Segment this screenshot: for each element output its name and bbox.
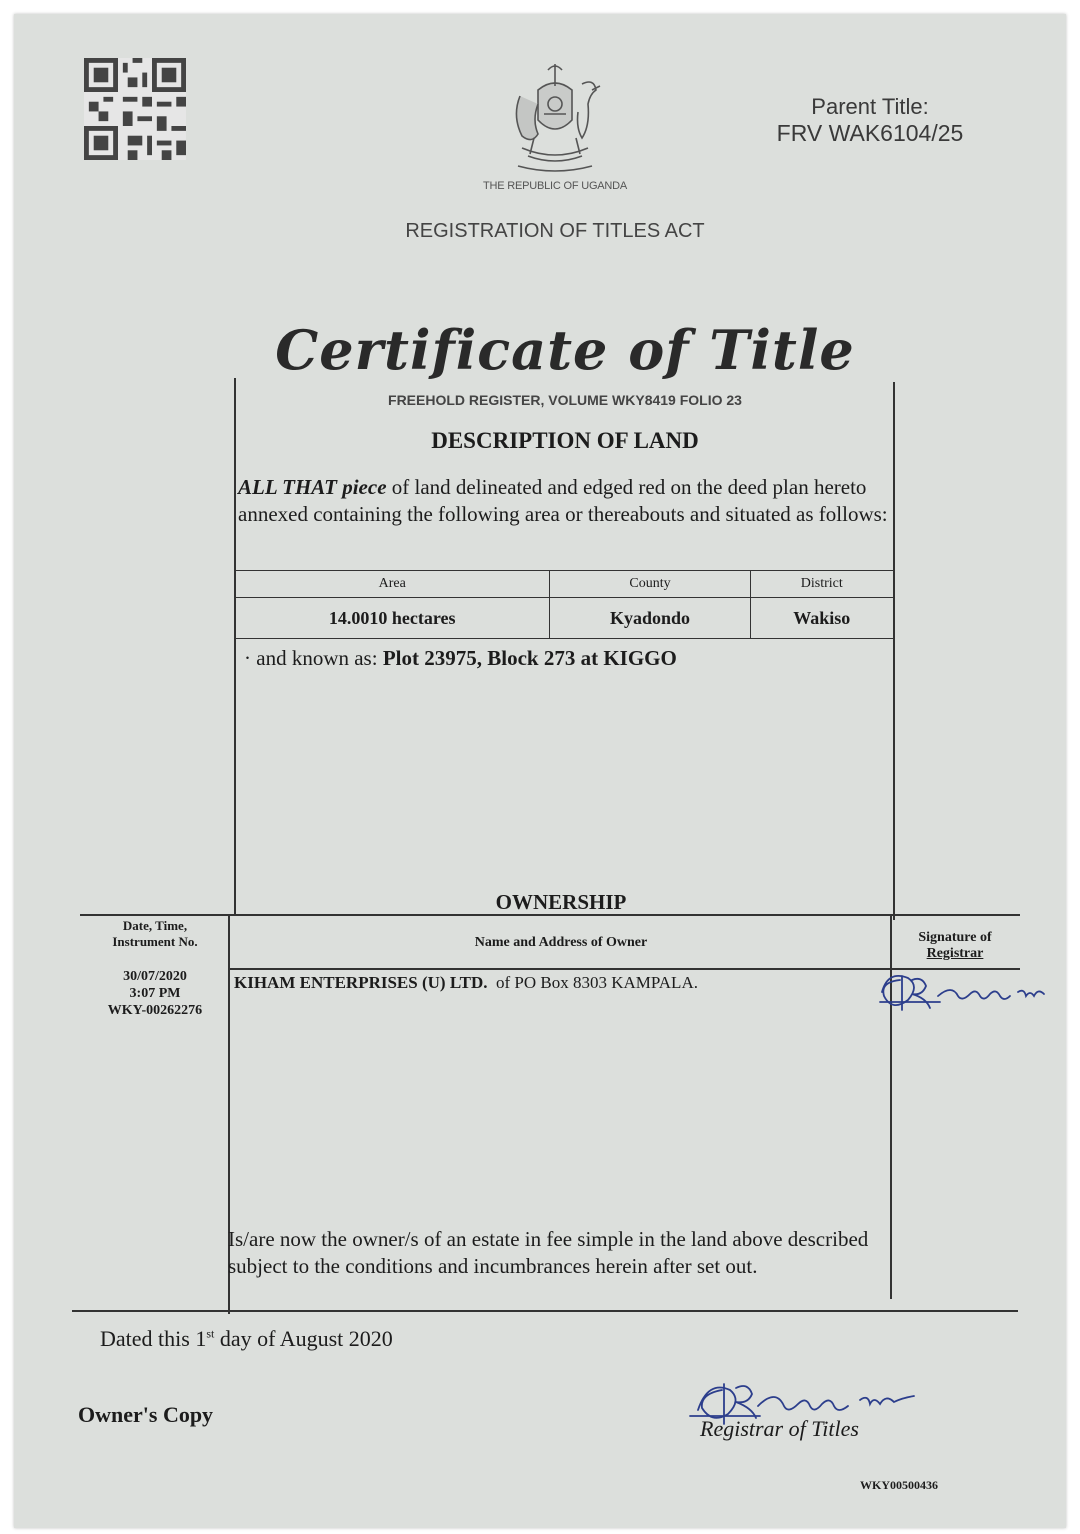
owner-address: of PO Box 8303 KAMPALA. [495, 973, 698, 992]
certificate-title: Certificate of Title [275, 318, 855, 382]
description-text [238, 474, 894, 528]
qr-code-icon [80, 58, 190, 160]
land-district: Wakiso [750, 598, 893, 639]
known-as-prefix: and known as: [256, 646, 378, 670]
land-header-area: Area [235, 571, 550, 598]
col-name-header: Name and Address of Owner [474, 935, 648, 950]
description-lead: ALL THAT piece [238, 475, 387, 499]
owner-line [234, 973, 698, 993]
land-header-county: County [550, 571, 750, 598]
parent-title-label: Parent Title: [811, 94, 929, 119]
col-signature-line-2: Registrar [926, 946, 984, 961]
land-table [234, 570, 894, 639]
dated-line [100, 1326, 393, 1352]
col-signature-line-1: Signature of [918, 930, 992, 945]
entry-date: 30/07/2020 [123, 969, 187, 984]
land-county: Kyadondo [550, 598, 750, 639]
col-date-line-2: Instrument No. [112, 934, 198, 949]
known-as-value: Plot 23975, Block 273 at KIGGO [382, 646, 677, 670]
registrar-signature-table [872, 966, 1062, 1020]
dated-prefix: Dated this 1 [100, 1326, 207, 1351]
dated-suffix: day of August 2020 [214, 1326, 393, 1351]
estate-text: Is/are now the owner/s of an estate in fee simple in the land above described subject to the conditions and incumbrances herein after set out. [228, 1227, 869, 1278]
description-heading: DESCRIPTION OF LAND [431, 428, 699, 453]
land-header-district: District [750, 571, 893, 598]
frame-right-upper [893, 382, 895, 920]
col-date-line-1: Date, Time, [122, 918, 188, 933]
col-date-header [80, 918, 230, 950]
owners-copy-label: Owner's Copy [78, 1402, 214, 1427]
ownership-bottom-rule [72, 1310, 1018, 1312]
col-signature-header [892, 930, 1018, 962]
land-area: 14.0010 hectares [235, 598, 550, 639]
serial-number: WKY00500436 [860, 1478, 938, 1492]
act-caption: REGISTRATION OF TITLES ACT [405, 220, 705, 242]
parent-title-value: FRV WAK6104/25 [776, 120, 964, 146]
entry-instrument: WKY-00262276 [107, 1003, 203, 1018]
coat-of-arms-icon [500, 56, 610, 180]
ownership-heading: OWNERSHIP [495, 890, 627, 914]
dated-superscript: st [206, 1326, 215, 1341]
description-body: of land delineated and edged red on the deed plan hereto annexed containing the following area or thereabouts and situated as follows: [238, 475, 888, 526]
register-volume: FREEHOLD REGISTER, VOLUME WKY8419 FOLIO 23 [388, 392, 742, 408]
entry-time: 3:07 PM [129, 986, 181, 1001]
registrar-of-titles: Registrar of Titles [700, 1416, 859, 1441]
republic-caption: THE REPUBLIC OF UGANDA [482, 180, 628, 192]
known-as-line: · and known as: Plot 23975, Block 273 at KIGGO [244, 646, 677, 670]
entry-date-block [80, 968, 230, 1019]
frame-left-upper [234, 378, 236, 916]
owner-name: KIHAM ENTERPRISES (U) LTD. [234, 973, 488, 992]
